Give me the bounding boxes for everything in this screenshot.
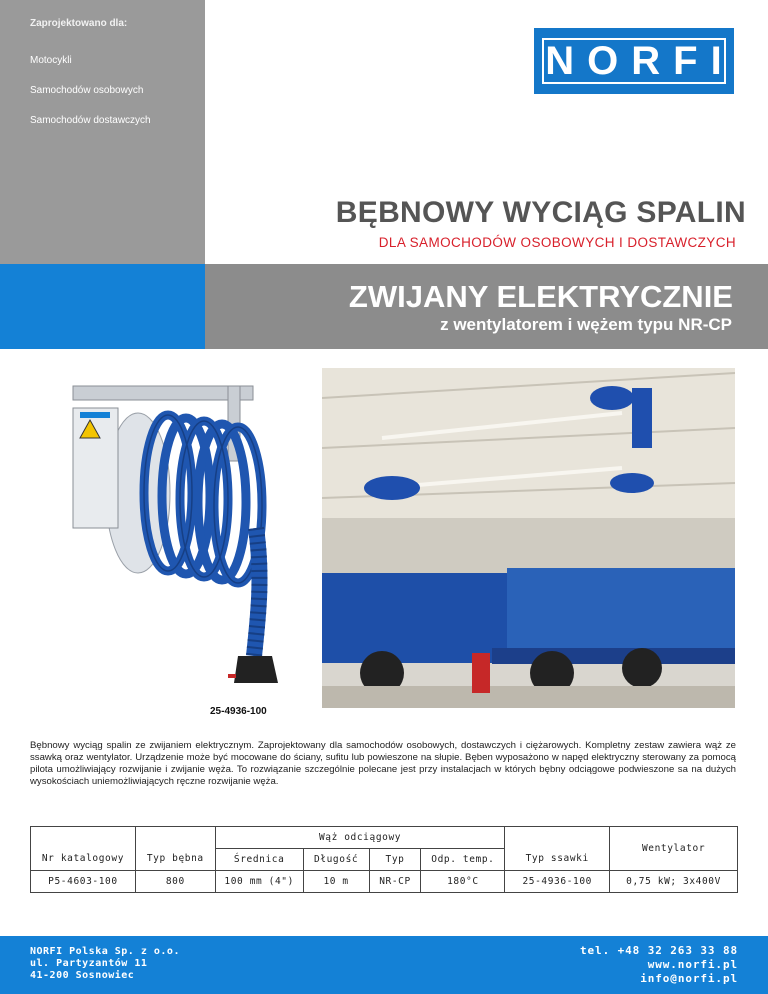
hose-reel-product-image	[58, 378, 298, 698]
workshop-photo	[322, 368, 735, 708]
cell-nozzle-type: 25-4936-100	[505, 871, 610, 893]
norfi-logo	[534, 28, 734, 94]
cell-temperature: 180°C	[421, 871, 505, 893]
header-nozzle-type: Typ ssawki	[505, 827, 610, 871]
phone[interactable]: tel. +48 32 263 33 88	[580, 944, 738, 957]
header-catalog: Nr katalogowy	[31, 827, 136, 871]
website-link[interactable]: www.norfi.pl	[647, 958, 738, 971]
header-length: Długość	[303, 849, 369, 871]
cell-drum-type: 800	[135, 871, 215, 893]
footer-contact	[580, 944, 738, 986]
cell-length: 10 m	[303, 871, 369, 893]
city: 41-200 Sosnowiec	[30, 970, 135, 981]
header-fan: Wentylator	[610, 827, 738, 871]
band-subtitle: z wentylatorem i wężem typu NR-CP	[440, 315, 732, 334]
target-header: Zaprojektowano dla:	[30, 18, 128, 29]
target-sidebar	[0, 0, 205, 264]
cell-hose-type: NR-CP	[369, 871, 421, 893]
header-diameter: Średnica	[215, 849, 303, 871]
footer	[0, 936, 768, 994]
footer-address	[30, 946, 180, 982]
product-code-label: 25-4936-100	[210, 706, 267, 717]
target-item-cars: Samochodów osobowych	[30, 85, 144, 96]
cell-catalog: P5-4603-100	[31, 871, 136, 893]
table-row	[31, 871, 738, 893]
target-item-vans: Samochodów dostawczych	[30, 115, 151, 126]
email-link[interactable]: info@norfi.pl	[640, 972, 738, 985]
page-subtitle: DLA SAMOCHODÓW OSOBOWYCH I DOSTAWCZYCH	[378, 235, 736, 250]
header-temperature: Odp. temp.	[421, 849, 505, 871]
product-description: Bębnowy wyciąg spalin ze zwijaniem elektrycznym. Zaprojektowany dla samochodów osobowych, dostawczych i ciężarowych. Kompletny zestaw zawiera wąż ze ssawką oraz wentylator. Urządzenie może być mocowane do ściany, sufitu lub powieszone na słupie. Bęben wyposażono w napęd elektryczny sterowany za pomocą pilota umożliwiający rozwijanie i zwijanie węża. To rozwiązanie szczególnie polecane jest przy instalacjach w których bębny odciągowe podwieszone sa na dużych wysokościach uniemożliwiających ręczne rozwijanie węża.	[30, 740, 736, 787]
logo-text: NORFI	[542, 38, 726, 84]
spec-table	[30, 826, 738, 893]
page-title: BĘBNOWY WYCIĄG SPALIN	[335, 196, 746, 229]
cell-diameter: 100 mm (4")	[215, 871, 303, 893]
cell-fan: 0,75 kW; 3x400V	[610, 871, 738, 893]
band-title: ZWIJANY ELEKTRYCZNIE	[348, 279, 733, 314]
header-hose-type: Typ	[369, 849, 421, 871]
target-item-motorcycles: Motocykli	[30, 55, 72, 66]
header-hose-group: Wąż odciągowy	[215, 827, 505, 849]
header-drum-type: Typ bębna	[135, 827, 215, 871]
title-band	[205, 264, 768, 349]
street: ul. Partyzantów 11	[30, 958, 148, 969]
company-name: NORFI Polska Sp. z o.o.	[30, 946, 180, 957]
accent-band	[0, 264, 205, 349]
